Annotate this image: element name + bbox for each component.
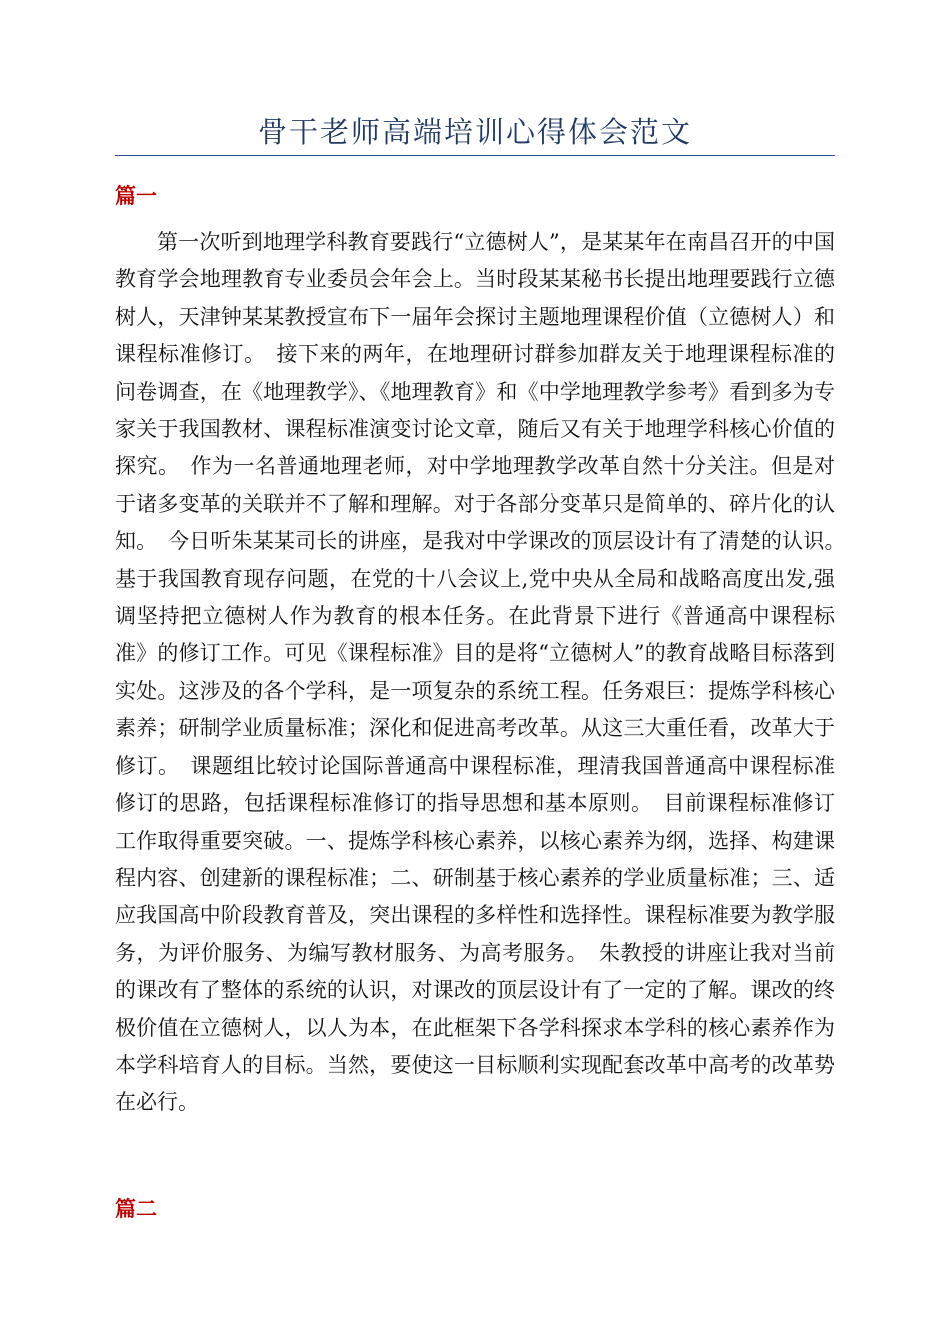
section-heading-1: 篇一 [115,184,157,208]
section-1-body-paragraph: 第一次听到地理学科教育要践行“立德树人”，是某某年在南昌召开的中国教育学会地理教育专业委员会年会上。当时段某某秘书长提出地理要践行立德树人，天津钟某某教授宣布下一届年会探讨主题地理课程价值（立德树人）和课程标准修订。 接下来的两年，在地理研讨群参加群友关于地理课程标准的问卷调查，在《地理教学》、《地理教育》和《中学地理教学参考》看到多为专家关于我国教材、课程标准演变讨论文章，随后又有关于地理学科核心价值的探究。 作为一名普通地理老师，对中学地理教学改革自然十分关注。但是对于诸多变革的关联并不了解和理解。对于各部分变革只是简单的、碎片化的认知。 今日听朱某某司长的讲座，是我对中学课改的顶层设计有了清楚的认识。 基于我国教育现存问题，在党的十八会议上,党中央从全局和战略高度出发,强调坚持把立德树人作为教育的根本任务。在此背景下进行《普通高中课程标准》的修订工作。可见《课程标准》目的是将“立德树人”的教育战略目标落到实处。这涉及的各个学科，是一项复杂的系统工程。任务艰巨：提炼学科核心素养；研制学业质量标准；深化和促进高考改革。从这三大重任看，改革大于修订。 课题组比较讨论国际普通高中课程标准，理清我国普通高中课程标准修订的思路，包括课程标准修订的指导思想和基本原则。 目前课程标准修订工作取得重要突破。一、提炼学科核心素养，以核心素养为纲，选择、构建课程内容、创建新的课程标准；二、研制基于核心素养的学业质量标准；三、适应我国高中阶段教育普及，突出课程的多样性和选择性。课程标准要为教学服务，为评价服务、为编写教材服务、为高考服务。 朱教授的讲座让我对当前的课改有了整体的系统的认识，对课改的顶层设计有了一定的了解。课改的终极价值在立德树人，以人为本，在此框架下各学科探求本学科的核心素养作为本学科培育人的目标。当然，要使这一目标顺利实现配套改革中高考的改革势在必行。 [115,230,856,1115]
title-underline-divider [115,155,835,156]
document-title: 骨干老师高端培训心得体会范文 [257,115,692,149]
section-heading-2: 篇二 [115,1197,157,1221]
